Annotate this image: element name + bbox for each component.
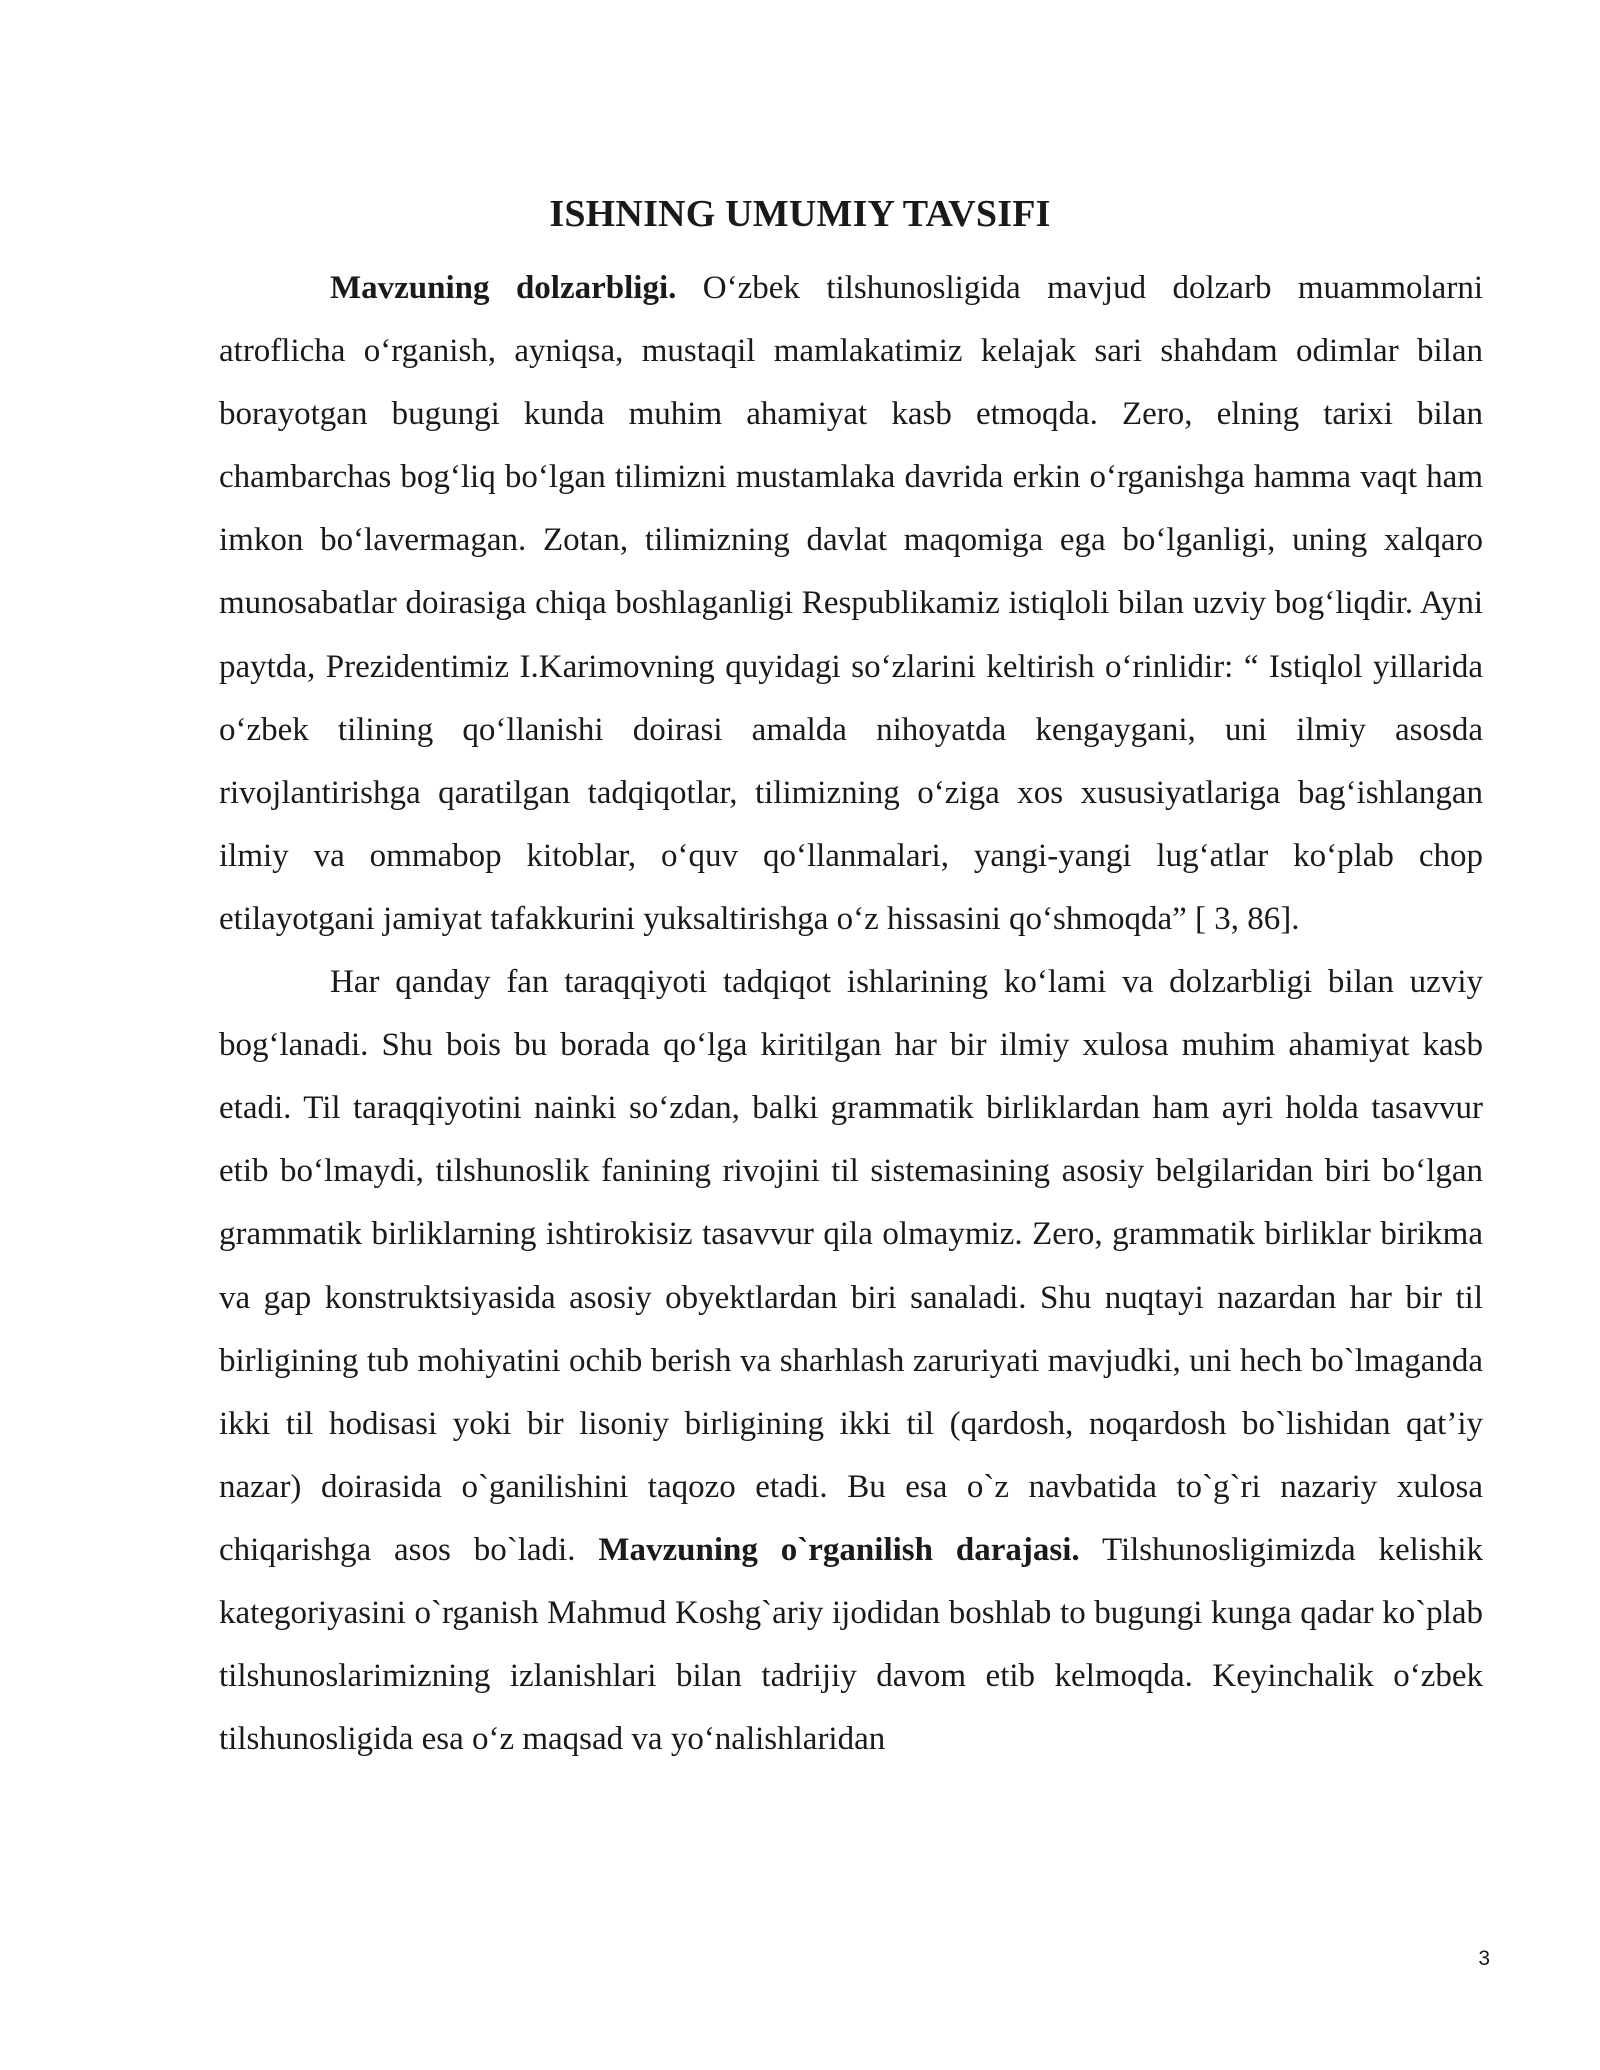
paragraph-research-degree: [219, 951, 1483, 1771]
paragraph-text: Tilshunosligimizda kelishik kategoriyasini o`rganish Mahmud Koshg`ariy ijodidan boshlab to bugungi kunga qadar ko`plab tilshunoslarimizning izlanishlari bilan tadrijiy davom etib kelmoqda. Keyinchalik o‘zbek tilshunosligida esa o‘z maqsad va yo‘nalishlaridan: [219, 1531, 1483, 1758]
document-title: ISHNING UMUMIY TAVSIFI: [549, 193, 1051, 235]
paragraph-text: Har qanday fan taraqqiyoti tadqiqot ishlarining ko‘lami va dolzarbligi bilan uzviy bog‘lanadi. Shu bois bu borada qo‘lga kiritilgan har bir ilmiy xulosa muhim ahamiyat kasb etadi. Til taraqqiyotini nainki so‘zdan, balki grammatik birliklardan ham ayri holda tasavvur etib bo‘lmaydi, tilshunoslik fanining rivojini til sistemasining asosiy belgilaridan biri bo‘lgan grammatik birliklarning ishtirokisiz tasavvur qila olmaymiz. Zero, grammatik birliklar birikma va gap konstruktsiyasida asosiy obyektlardan biri sanaladi. Shu nuqtayi nazardan har bir til birligining tub mohiyatini ochib berish va sharhlash zaruriyati mavjudki, uni hech bo`lmaganda ikki til hodisasi yoki bir lisoniy birligining ikki til (qardosh, noqardosh bo`lishidan qat’iy nazar) doirasida o`ganilishini taqozo etadi. Bu esa o`z navbatida to`g`ri nazariy xulosa chiqarishga asos bo`ladi.: [219, 964, 1483, 1568]
paragraph-relevance: [219, 257, 1483, 951]
page-number: 3: [1478, 1947, 1490, 1970]
document-body: [219, 257, 1483, 1771]
paragraph-heading-relevance: Mavzuning dolzarbligi.: [330, 270, 677, 306]
paragraph-heading-study-level: Mavzuning o`rganilish darajasi.: [598, 1531, 1080, 1568]
paragraph-text: O‘zbek tilshunosligida mavjud dolzarb muammolarni atroflicha o‘rganish, ayniqsa, mustaqil mamlakatimiz kelajak sari shahdam odimlar bilan borayotgan bugungi kunda muhim ahamiyat kasb etmoqda. Zero, elning tarixi bilan chambarchas bog‘liq bo‘lgan tilimizni mustamlaka davrida erkin o‘rganishga hamma vaqt ham imkon bo‘lavermagan. Zotan, tilimizning davlat maqomiga ega bo‘lganligi, uning xalqaro munosabatlar doirasiga chiqa boshlaganligi Respublikamiz istiqloli bilan uzviy bog‘liqdir. Ayni paytda, Prezidentimiz I.Karimovning quyidagi so‘zlarini keltirish o‘rinlidir: “ Istiqlol yillarida o‘zbek tilining qo‘llanishi doirasi amalda nihoyatda kengaygani, uni ilmiy asosda rivojlantirishga qaratilgan tadqiqotlar, tilimizning o‘ziga xos xususiyatlariga bag‘ishlangan ilmiy va ommabop kitoblar, o‘quv qo‘llanmalari, yangi-yangi lug‘atlar ko‘plab chop etilayotgani jamiyat tafakkurini yuksaltirishga o‘z hissasini qo‘shmoqda” [ 3, 86].: [219, 270, 1483, 937]
